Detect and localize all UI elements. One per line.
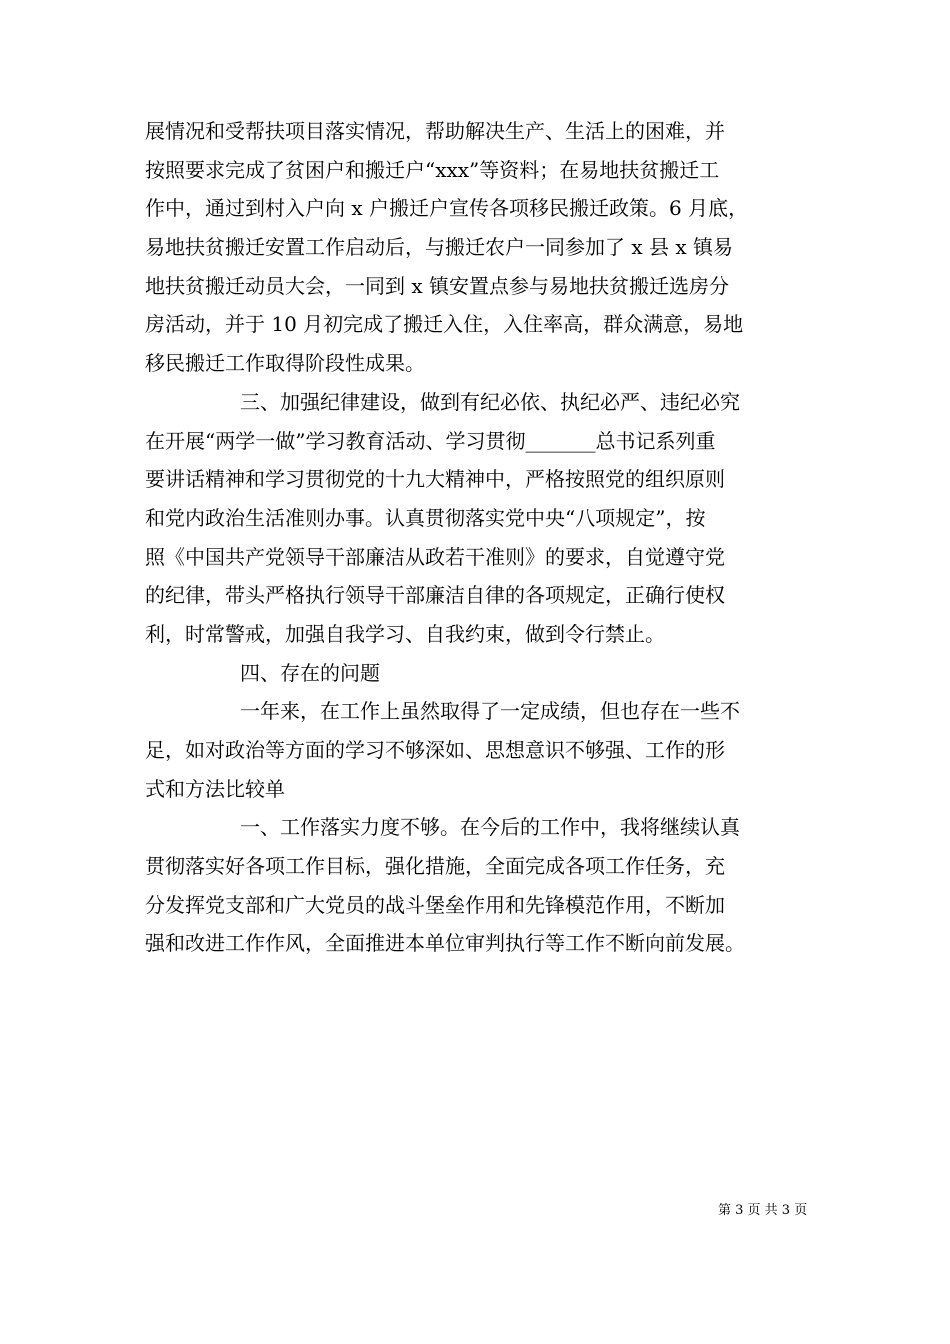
text-line: 易地扶贫搬迁安置工作启动后，与搬迁农户一同参加了 x 县 x 镇易 [145, 235, 733, 260]
text-line: 地扶贫搬迁动员大会，一同到 x 镇安置点参与易地扶贫搬迁选房分 [145, 273, 729, 298]
text-line: 利，时常警戒，加强自我学习、自我约束，做到令行禁止。 [145, 621, 665, 646]
text-line: 四、存在的问题 [240, 660, 380, 685]
text-line: 一、工作落实力度不够。在今后的工作中，我将继续认真 [240, 815, 740, 840]
text-line: 展情况和受帮扶项目落实情况，帮助解决生产、生活上的困难，并 [145, 119, 725, 143]
text-line: 照《中国共产党领导干部廉洁从政若干准则》的要求，自觉遵守党 [145, 544, 725, 569]
document-body [145, 112, 815, 963]
text-line: 在开展“两学一做”学习教育活动、学习贯彻_______总书记系列重 [145, 428, 716, 453]
text-line: 要讲话精神和学习贯彻党的十九大精神中，严格按照党的组织原则 [145, 467, 725, 492]
text-line: 分发挥党支部和广大党员的战斗堡垒作用和先锋模范作用，不断加 [145, 892, 725, 917]
text-line: 式和方法比较单 [145, 776, 285, 801]
text-line: 三、加强纪律建设，做到有纪必依、执纪必严、违纪必究 [240, 389, 740, 414]
text-line: 的纪律，带头严格执行领导干部廉洁自律的各项规定，正确行使权 [145, 583, 725, 608]
text-line: 移民搬迁工作取得阶段性成果。 [145, 351, 425, 376]
text-line: 按照要求完成了贫困户和搬迁户“xxx”等资料；在易地扶贫搬迁工 [145, 157, 720, 182]
text-line: 足，如对政治等方面的学习不够深如、思想意识不够强、工作的形 [145, 738, 725, 762]
text-line: 作中，通过到村入户向 x 户搬迁户宣传各项移民搬迁政策。6 月底， [145, 196, 749, 221]
text-line: 贯彻落实好各项工作目标，强化措施，全面完成各项工作任务，充 [145, 854, 725, 879]
text-line: 和党内政治生活准则办事。认真贯彻落实党中央“八项规定”，按 [145, 505, 706, 530]
text-line: 一年来，在工作上虽然取得了一定成绩，但也存在一些不 [240, 699, 740, 724]
text-line: 强和改进工作作风，全面推进本单位审判执行等工作不断向前发展。 [145, 931, 745, 956]
page-number-footer: 第 3 页 共 3 页 [718, 1203, 808, 1218]
text-line: 房活动，并于 10 月初完成了搬迁入住，入住率高，群众满意，易地 [145, 312, 744, 337]
